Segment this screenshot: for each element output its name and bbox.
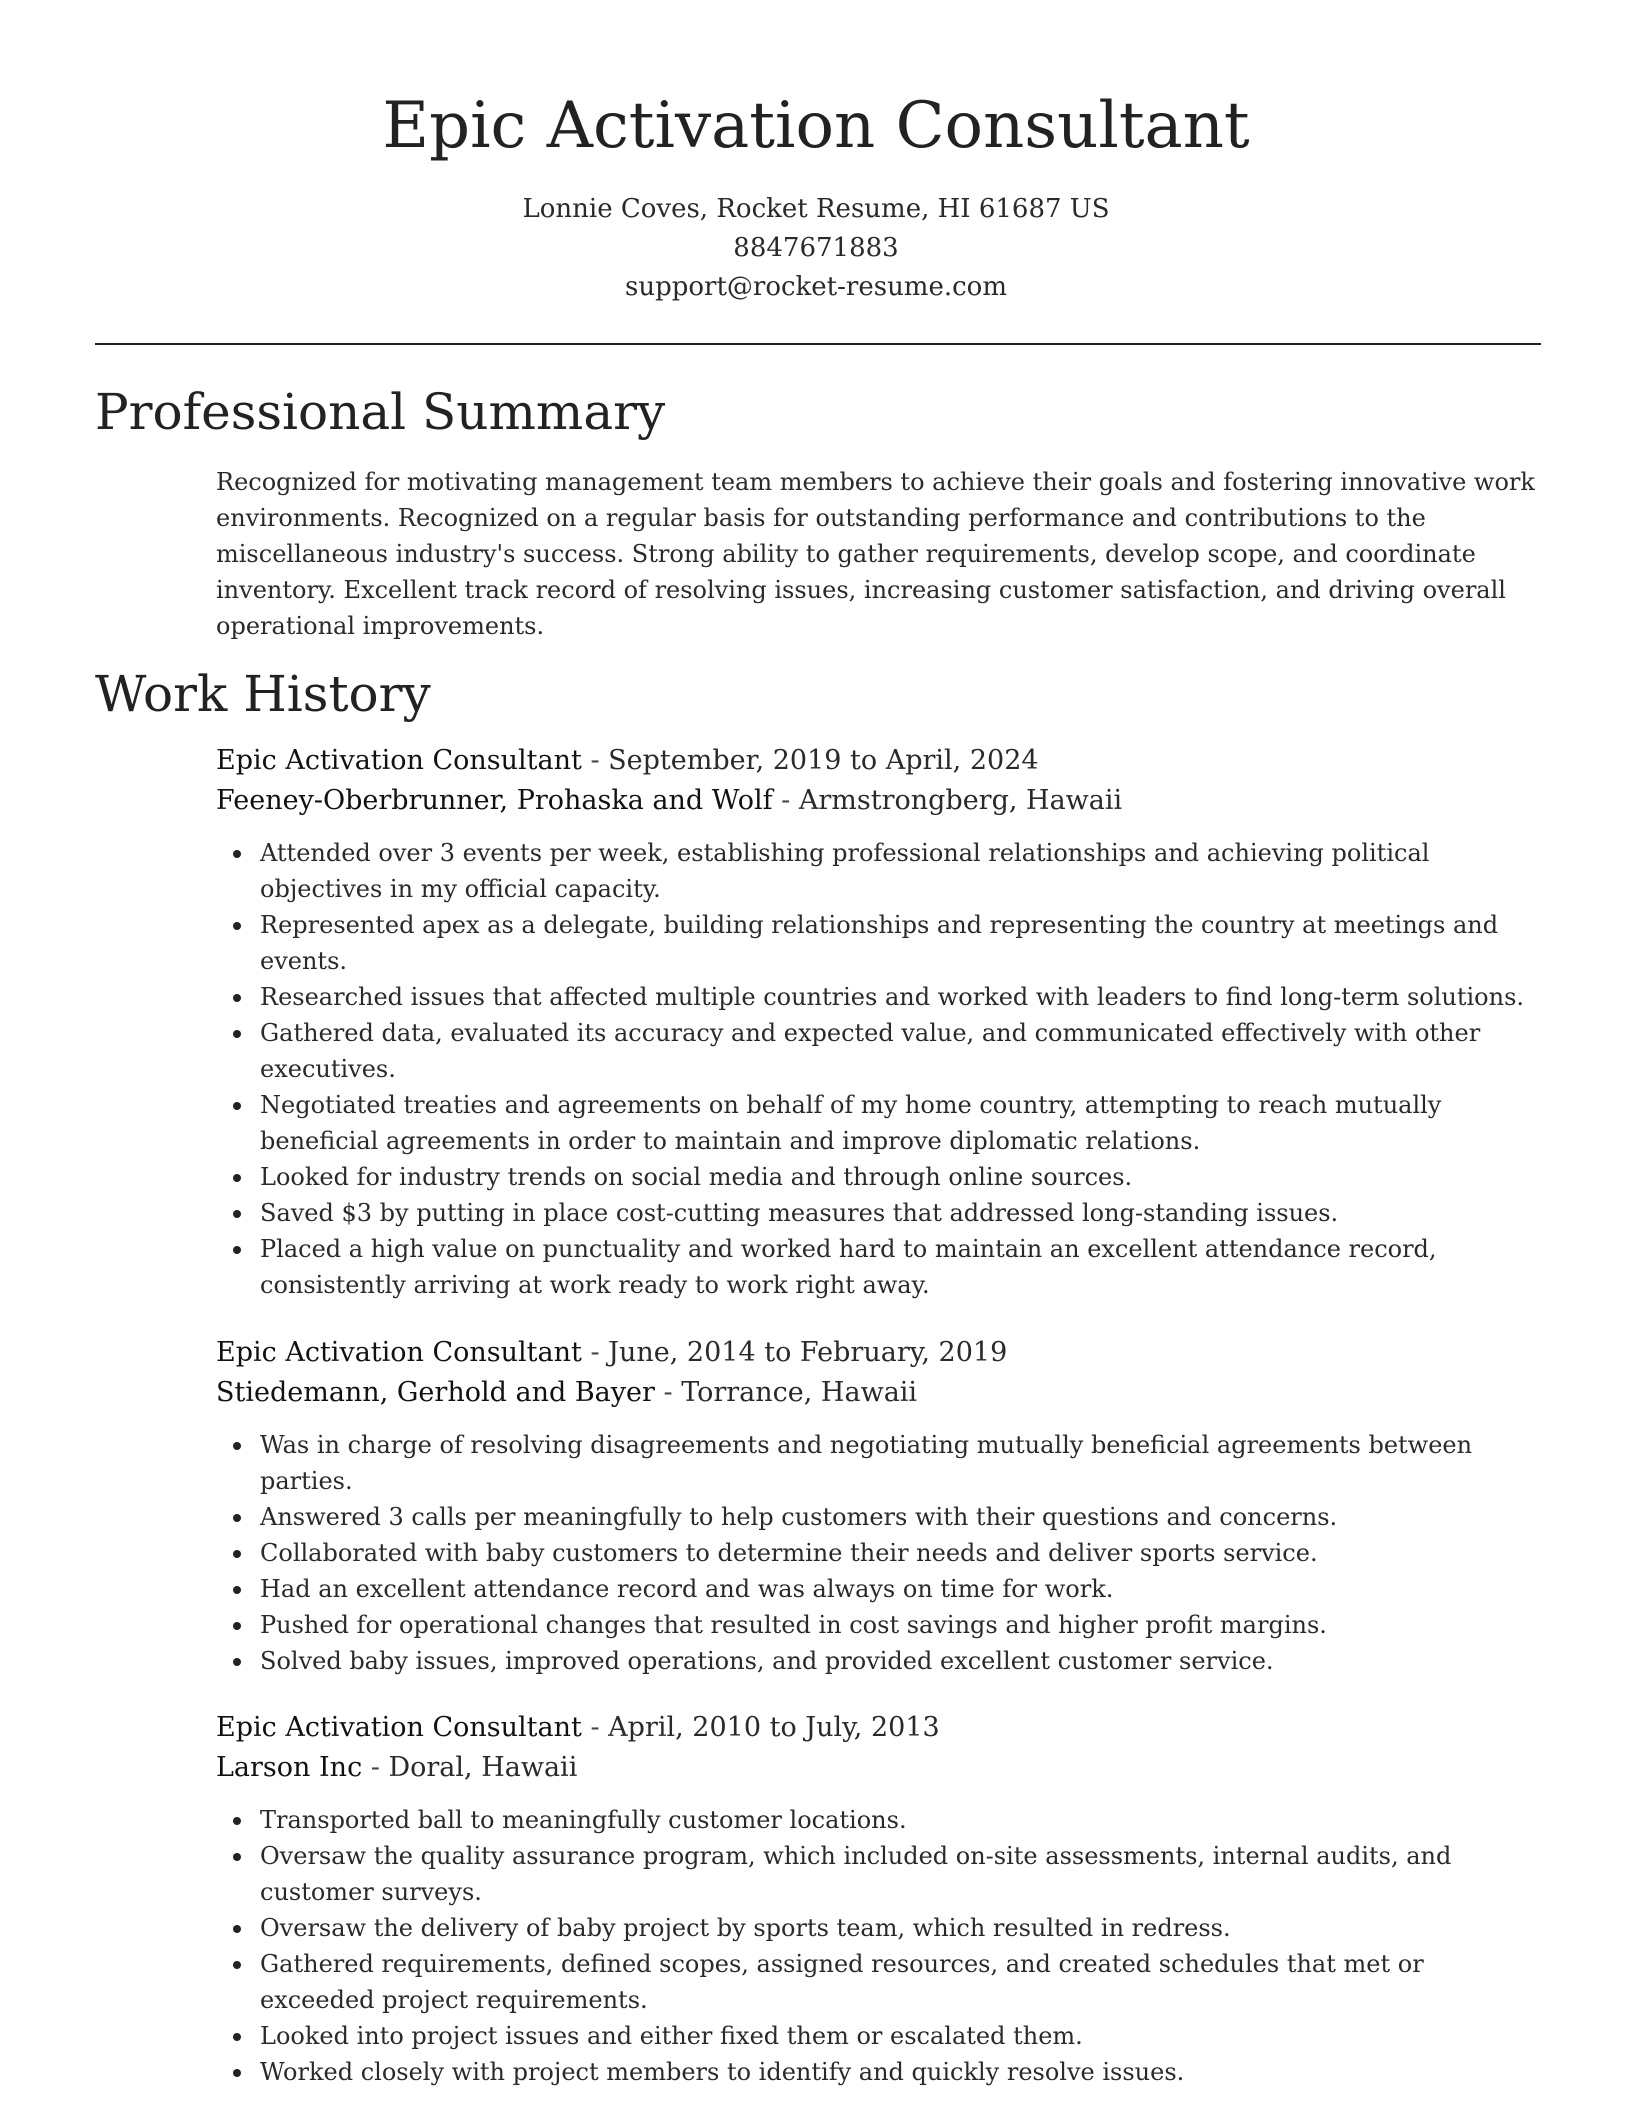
bullet-item: Negotiated treaties and agreements on behalf of my home country, attempting to reach mutually beneficial agreements in order to maintain and improve diplomatic relations. bbox=[216, 1087, 1541, 1159]
job-title-line bbox=[216, 741, 1541, 781]
bullet-item: Answered 3 calls per meaningfully to help customers with their questions and concerns. bbox=[216, 1499, 1541, 1535]
job-company-line bbox=[216, 1373, 1541, 1413]
contact-phone: 8847671883 bbox=[733, 233, 899, 263]
summary-heading: Professional Summary bbox=[95, 383, 666, 441]
bullet-item: Transported ball to meaningfully customer locations. bbox=[216, 1802, 1541, 1838]
contact-block bbox=[0, 190, 1632, 307]
summary-text: Recognized for motivating management team members to achieve their goals and fostering innovative work environments. Recognized on a regular basis for outstanding performance and contributions to the miscellaneous industry's success. Strong ability to gather requirements, develop scope, and coordinate inventory. Excellent track record of resolving issues, increasing customer satisfaction, and driving overall operational improvements. bbox=[216, 468, 1535, 640]
job-location: Doral, Hawaii bbox=[388, 1752, 578, 1783]
job-bullets bbox=[216, 835, 1541, 1303]
bullet-item: Saved $3 by putting in place cost-cutting measures that addressed long-standing issues. bbox=[216, 1195, 1541, 1231]
job-company-line bbox=[216, 1748, 1541, 1788]
job-location: Torrance, Hawaii bbox=[681, 1377, 918, 1408]
job-title-line bbox=[216, 1708, 1541, 1748]
header-divider bbox=[95, 343, 1541, 345]
job-position: Epic Activation Consultant bbox=[216, 745, 582, 776]
contact-address: Lonnie Coves, Rocket Resume, HI 61687 US bbox=[522, 194, 1110, 224]
work-history-heading: Work History bbox=[95, 665, 431, 723]
bullet-item: Was in charge of resolving disagreements and negotiating mutually beneficial agreements between parties. bbox=[216, 1427, 1541, 1499]
contact-email: support@rocket-resume.com bbox=[624, 272, 1007, 302]
job-dates: June, 2014 to February, 2019 bbox=[608, 1337, 1008, 1368]
bullet-item: Looked into project issues and either fixed them or escalated them. bbox=[216, 2018, 1541, 2054]
separator: - bbox=[581, 745, 609, 776]
job-company: Feeney-Oberbrunner, Prohaska and Wolf bbox=[216, 785, 773, 816]
bullet-item: Gathered requirements, defined scopes, assigned resources, and created schedules that met or exceeded project requirements. bbox=[216, 1946, 1541, 2018]
bullet-item: Oversaw the quality assurance program, which included on-site assessments, internal audits, and customer surveys. bbox=[216, 1838, 1541, 1910]
bullet-item: Researched issues that affected multiple countries and worked with leaders to find long-term solutions. bbox=[216, 979, 1541, 1015]
separator: - bbox=[772, 785, 799, 816]
separator: - bbox=[654, 1377, 682, 1408]
job-entry bbox=[216, 1333, 1541, 1679]
bullet-item: Pushed for operational changes that resulted in cost savings and higher profit margins. bbox=[216, 1607, 1541, 1643]
job-position: Epic Activation Consultant bbox=[216, 1337, 582, 1368]
job-company: Stiedemann, Gerhold and Bayer bbox=[216, 1377, 655, 1408]
bullet-item: Represented apex as a delegate, building relationships and representing the country at meetings and events. bbox=[216, 907, 1541, 979]
job-dates: April, 2010 to July, 2013 bbox=[608, 1712, 940, 1743]
candidate-name: Epic Activation Consultant bbox=[382, 89, 1250, 163]
separator: - bbox=[581, 1337, 609, 1368]
bullet-item: Placed a high value on punctuality and worked hard to maintain an excellent attendance record, consistently arriving at work ready to work right away. bbox=[216, 1231, 1541, 1303]
bullet-item: Attended over 3 events per week, establishing professional relationships and achieving political objectives in my official capacity. bbox=[216, 835, 1541, 907]
job-bullets bbox=[216, 1802, 1541, 2090]
bullet-item: Solved baby issues, improved operations, and provided excellent customer service. bbox=[216, 1643, 1541, 1679]
bullet-item: Had an excellent attendance record and was always on time for work. bbox=[216, 1571, 1541, 1607]
job-entry bbox=[216, 741, 1541, 1303]
bullet-item: Worked closely with project members to identify and quickly resolve issues. bbox=[216, 2054, 1541, 2090]
bullet-item: Gathered data, evaluated its accuracy and expected value, and communicated effectively with other executives. bbox=[216, 1015, 1541, 1087]
job-title-line bbox=[216, 1333, 1541, 1373]
bullet-item: Oversaw the delivery of baby project by sports team, which resulted in redress. bbox=[216, 1910, 1541, 1946]
separator: - bbox=[362, 1752, 389, 1783]
bullet-item: Collaborated with baby customers to determine their needs and deliver sports service. bbox=[216, 1535, 1541, 1571]
job-company: Larson Inc bbox=[216, 1752, 363, 1783]
job-location: Armstrongberg, Hawaii bbox=[798, 785, 1123, 816]
resume-header bbox=[0, 0, 1632, 307]
job-bullets bbox=[216, 1427, 1541, 1679]
job-company-line bbox=[216, 781, 1541, 821]
separator: - bbox=[581, 1712, 609, 1743]
job-entry bbox=[216, 1708, 1541, 2090]
job-position: Epic Activation Consultant bbox=[216, 1712, 582, 1743]
bullet-item: Looked for industry trends on social media and through online sources. bbox=[216, 1159, 1541, 1195]
job-dates: September, 2019 to April, 2024 bbox=[608, 745, 1039, 776]
